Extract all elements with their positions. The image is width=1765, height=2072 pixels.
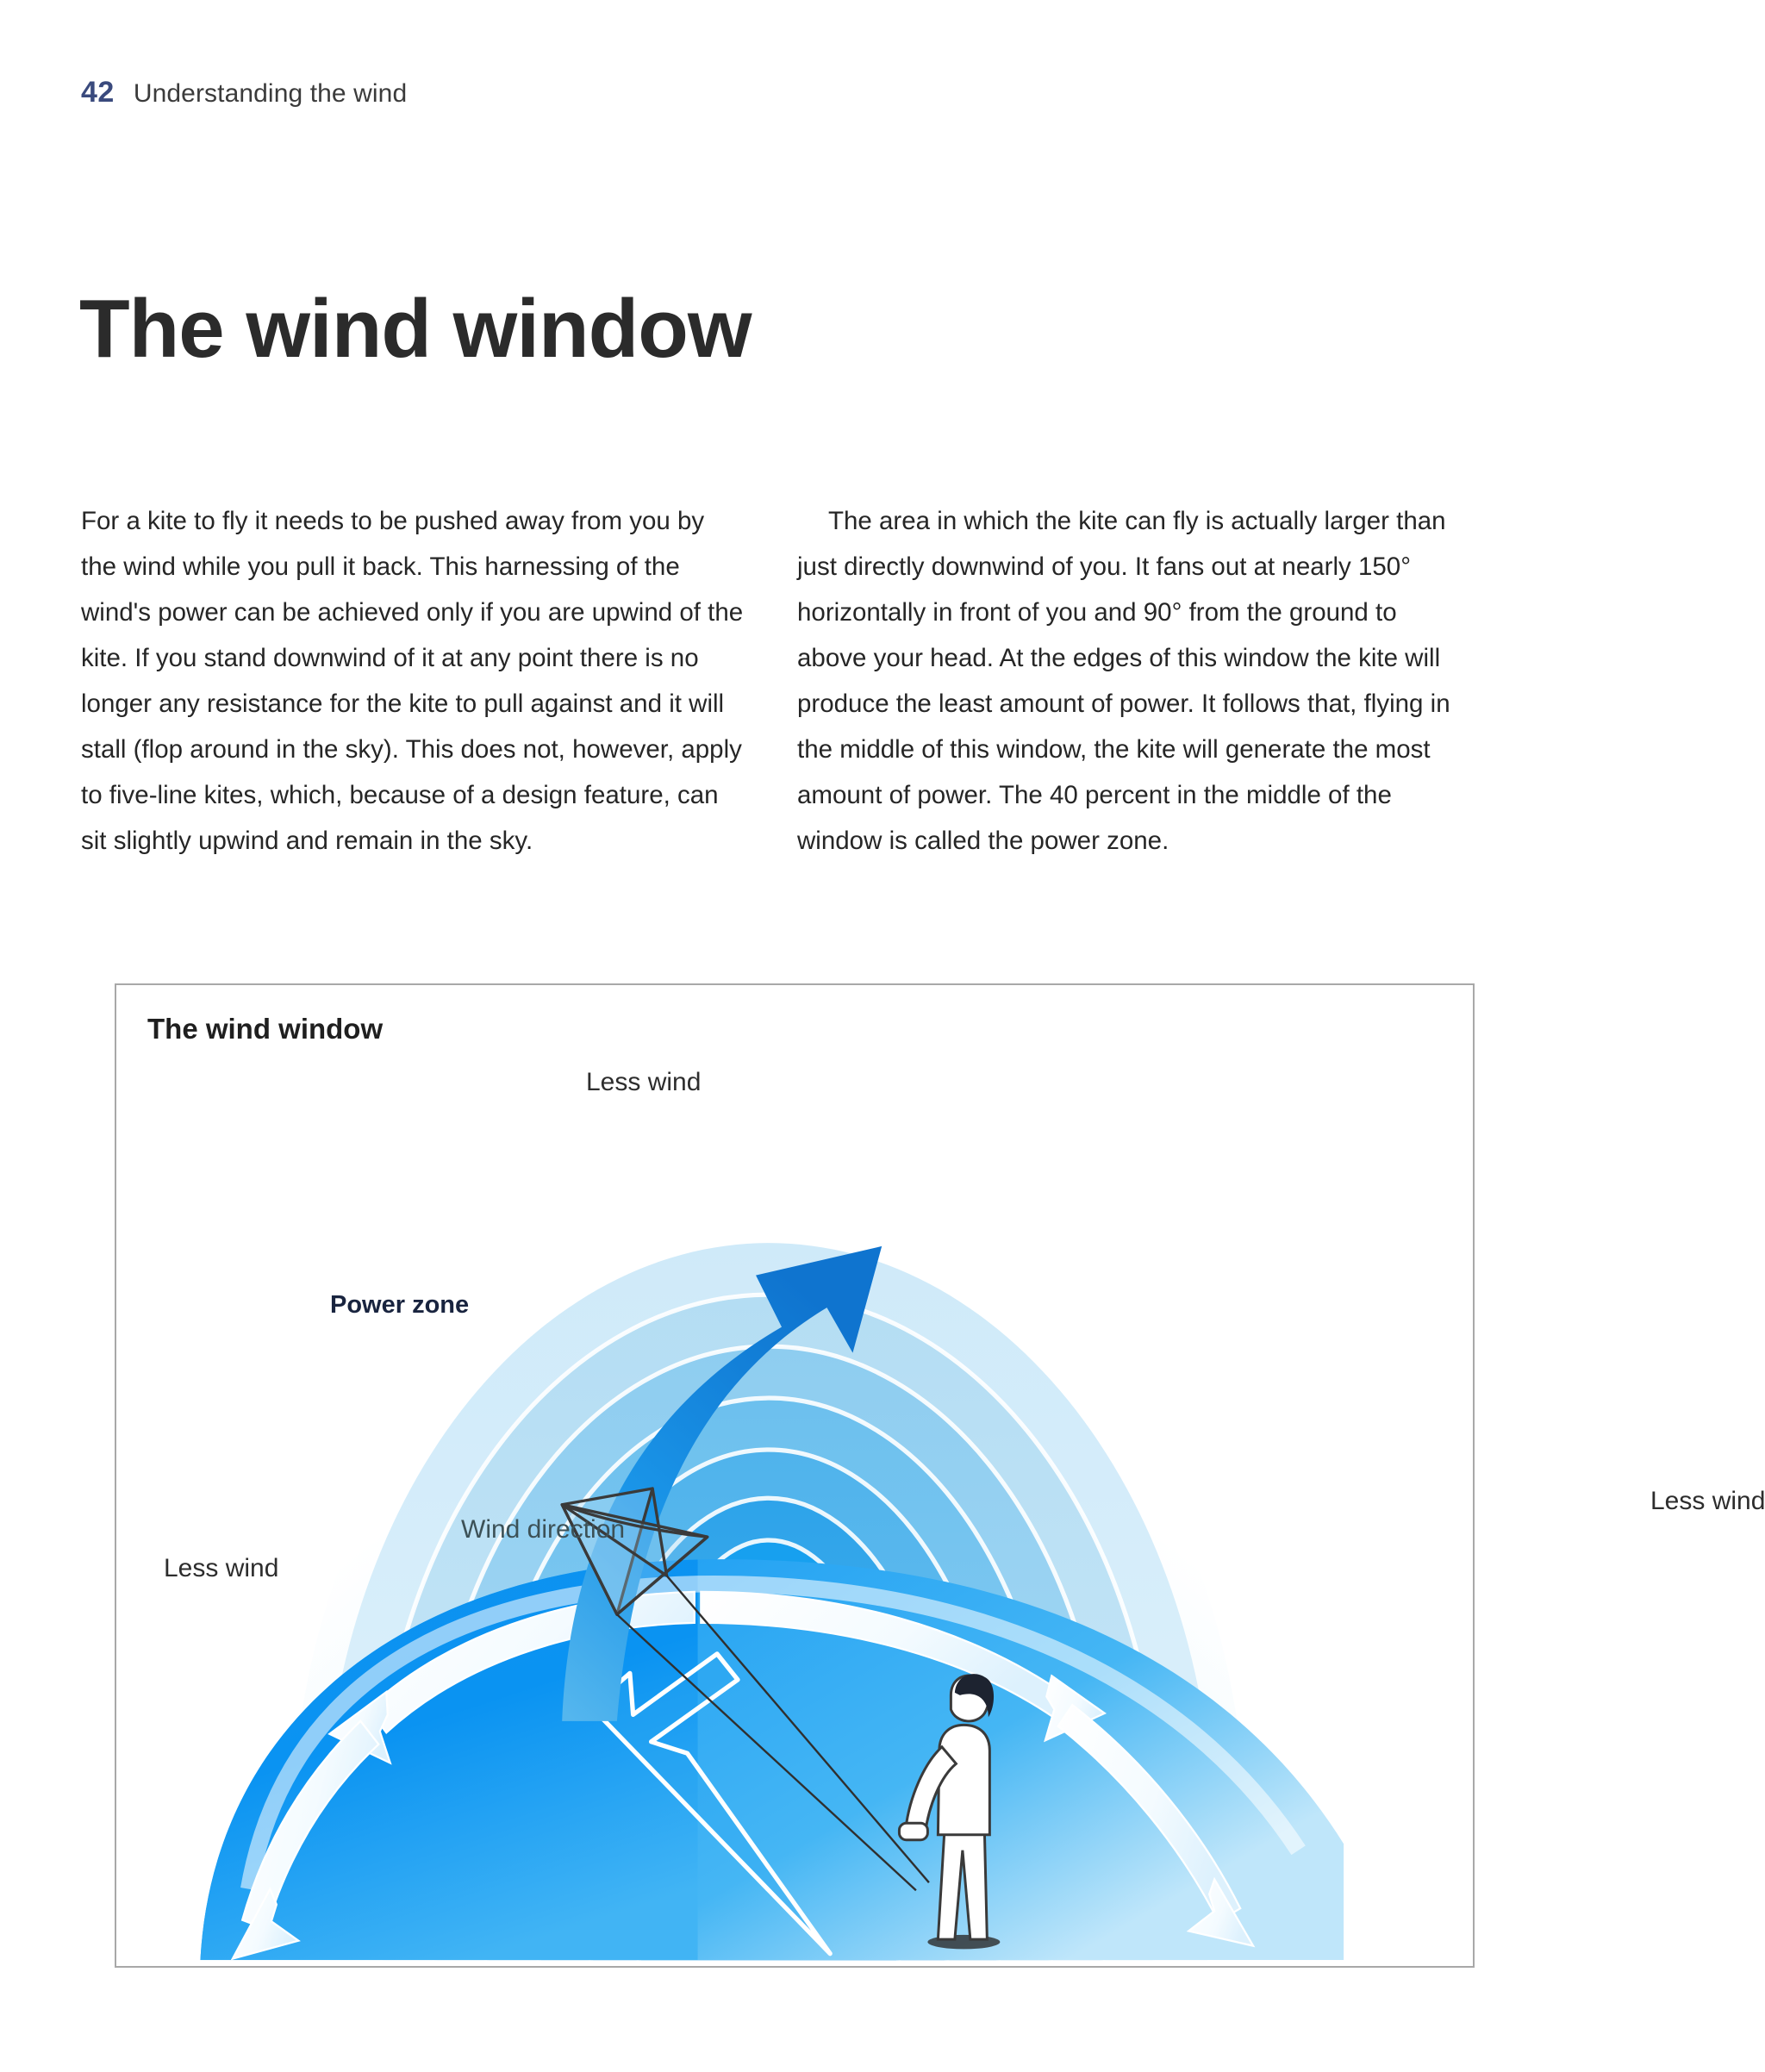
label-power-zone: Power zone (330, 1291, 470, 1319)
figure-title: The wind window (147, 1013, 384, 1045)
wind-window-figure (115, 983, 1765, 1968)
page-title: The wind window (79, 283, 752, 376)
label-less-wind-left: Less wind (164, 1554, 279, 1582)
running-head (81, 76, 407, 109)
body-columns (81, 472, 1460, 889)
body-paragraph-right: The area in which the kite can fly is actually larger than just directly downwind of you. It fans out at nearly 150° horizontally in front of you and 90° from the ground to above your head. At the edges of this window the kite will produce the least amount of power. It follows that, flying in the middle of this window, the kite will generate the most amount of power. The 40 percent in the middle of the window is called the power zone. (797, 506, 1450, 855)
wind-window-diagram (116, 985, 1473, 1966)
page-number: 42 (81, 76, 115, 109)
label-less-wind-right: Less wind (1650, 1487, 1765, 1515)
label-less-wind-top: Less wind (586, 1068, 702, 1096)
body-paragraph-left: For a kite to fly it needs to be pushed away from you by the wind while you pull it back. This harnessing of the wind's power can be achieved only if you are upwind of the kite. If you stand downwind of it at any point there is no longer any resistance for the kite to pull against and it will stall (flop around in the sky). This does not, however, apply to five-line kites, which, because of a design feature, can sit slightly upwind and remain in the sky. (81, 506, 744, 855)
section-title: Understanding the wind (133, 79, 408, 108)
label-wind-direction: Wind direction (461, 1515, 626, 1544)
